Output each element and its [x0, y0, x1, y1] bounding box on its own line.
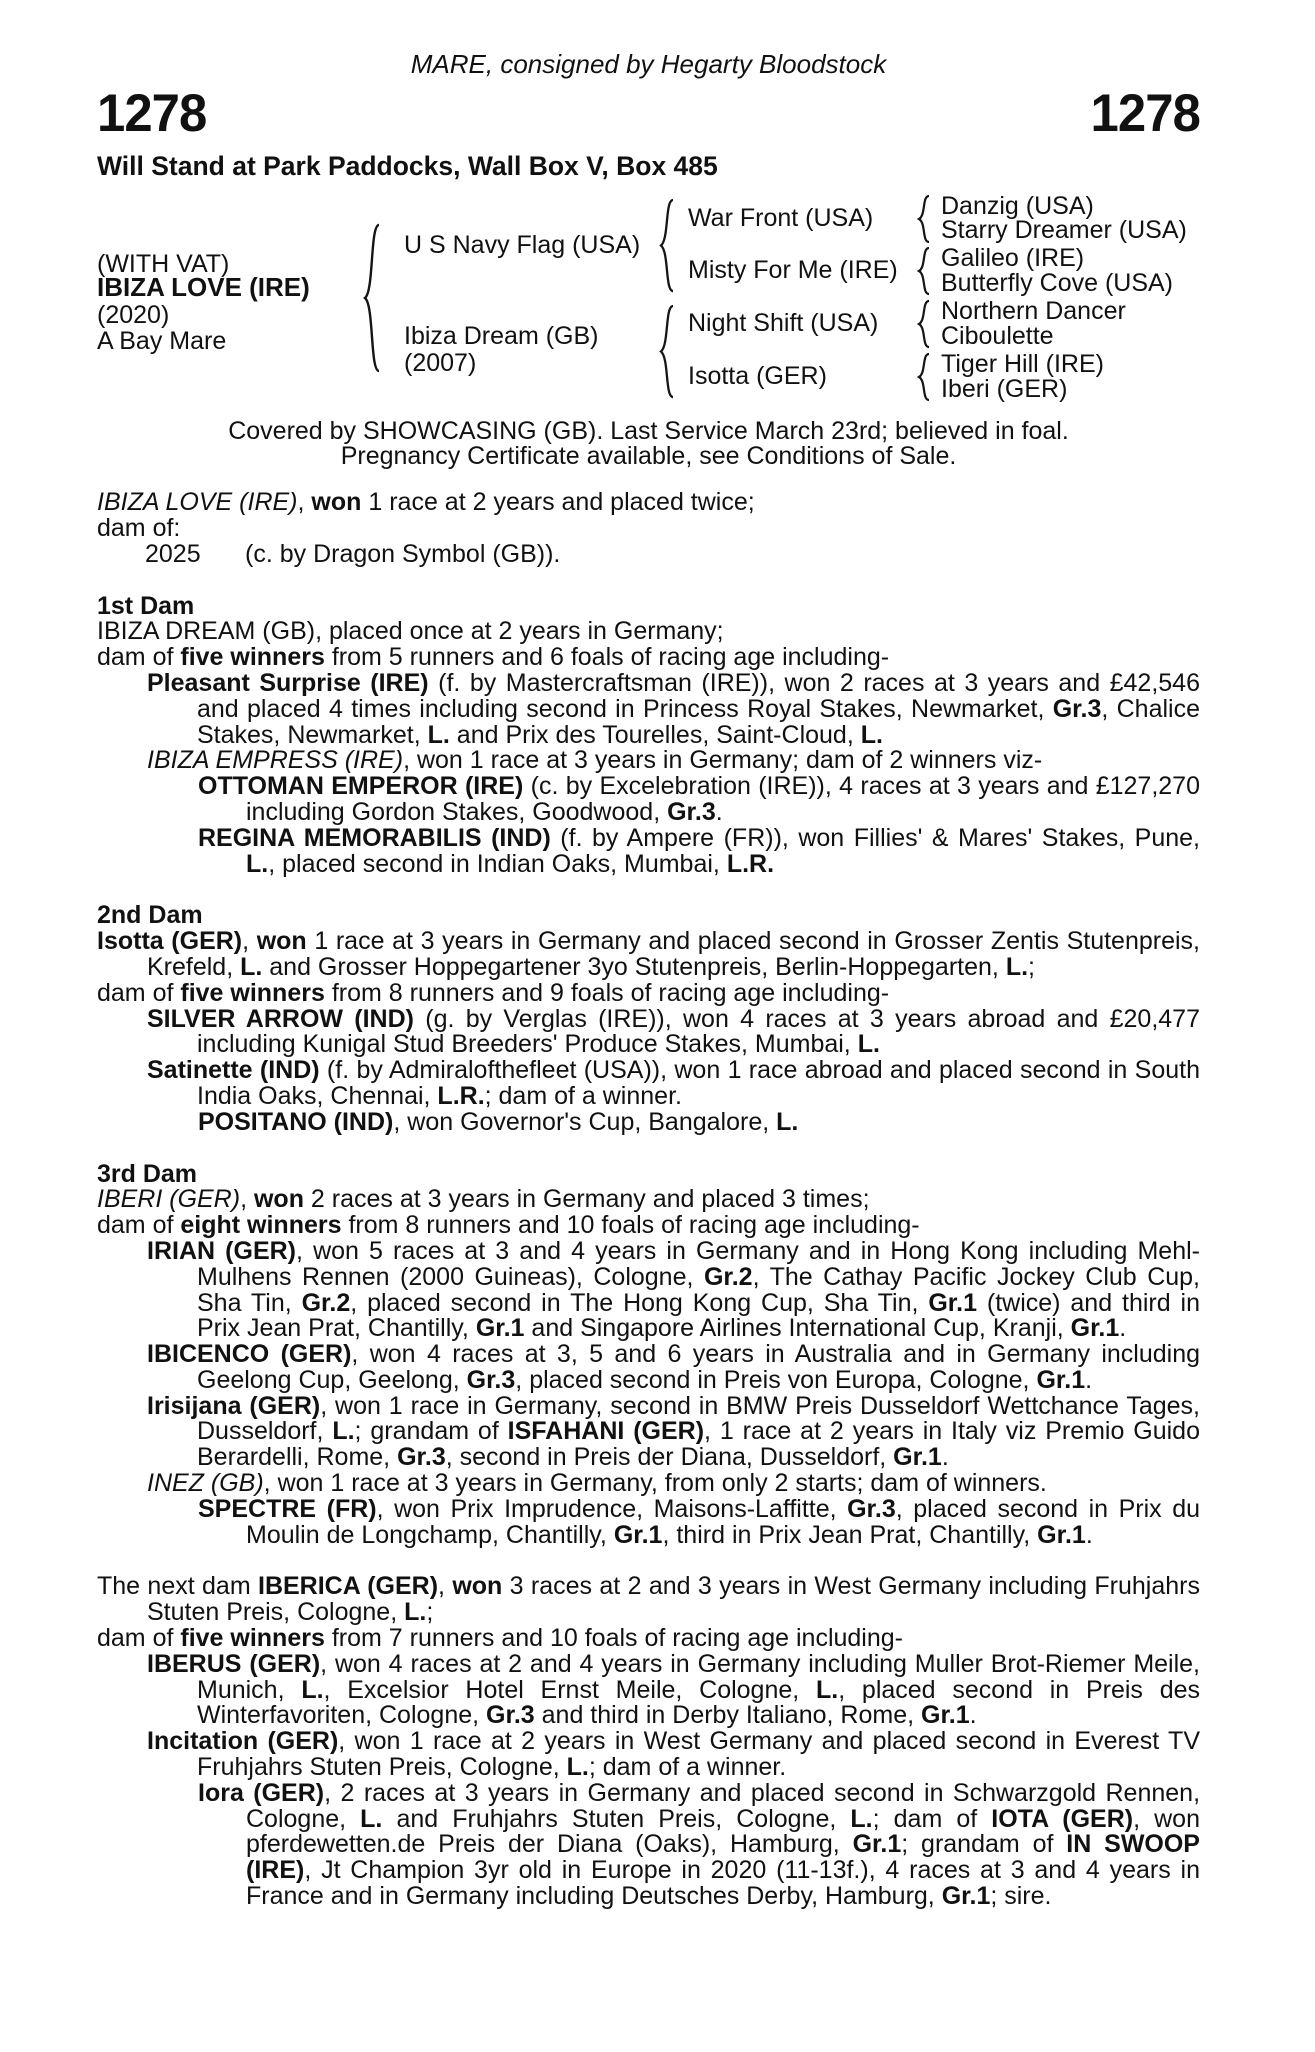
- text-segment: L.: [1005, 952, 1029, 981]
- text-segment: L.: [240, 952, 263, 981]
- dam-section: [97, 903, 1200, 1135]
- pedigree-paragraph: dam of five winners from 8 runners and 9 foals of racing age including-: [97, 978, 890, 1007]
- text-segment: ISFAHANI (GER): [507, 1417, 705, 1446]
- text-segment: REGINA MEMORABILIS (IND): [198, 823, 551, 852]
- text-segment: Gr.2: [703, 1262, 753, 1291]
- pedigree-paragraph: dam of eight winners from 8 runners and 10 foals of racing age including-: [97, 1211, 920, 1240]
- great-grandparent: Starry Dreamer (USA): [941, 216, 1187, 245]
- text-segment: won: [311, 488, 362, 517]
- text-segment: L.: [860, 720, 883, 749]
- pedigree-paragraph: IBERUS (GER), won 4 races at 2 and 4 years in Germany including Muller Brot-Riemer Meile, Munich, L., Excelsior Hotel Ernst Meile, Cologne, L., placed second in Preis des Winterfavoriten, Cologne, Gr.3 and third in Derby Italiano, Rome, Gr.1.: [147, 1649, 1201, 1730]
- pedigree-table: [97, 187, 1200, 405]
- pedigree-paragraph: INEZ (GB), won 1 race at 3 years in Germany, from only 2 starts; dam of winners.: [147, 1469, 1047, 1498]
- sire-name: U S Navy Flag (USA): [404, 230, 641, 259]
- text-segment: Gr.1: [893, 1443, 942, 1472]
- text-segment: Gr.3: [397, 1443, 446, 1472]
- text-segment: OTTOMAN EMPEROR (IRE): [198, 772, 524, 801]
- pedigree-paragraph: Iora (GER), 2 races at 3 years in Germany and placed second in Schwarzgold Rennen, Cologne, L. and Fruhjahrs Stuten Preis, Cologne, L.; dam of IOTA (GER), won pferdewetten.de Preis der Diana (Oaks), Hamburg, Gr.1; grandam of IN SWOOP (IRE), Jt Champion 3yr old in Europe in 2020 (11-13f.), 4 races at 3 and 4 years in France and in Germany including Deutsches Derby, Hamburg, Gr.1; sire.: [198, 1778, 1201, 1911]
- text-segment: L.: [301, 1675, 324, 1704]
- pedigree-paragraph: IBERI (GER), won 2 races at 3 years in Germany and placed 3 times;: [97, 1185, 870, 1214]
- text-segment: Irisijana (GER): [147, 1391, 321, 1420]
- text-segment: IRIAN (GER): [147, 1236, 296, 1265]
- pedigree-paragraph: dam of five winners from 5 runners and 6 foals of racing age including-: [97, 643, 890, 672]
- text-segment: Iora (GER): [198, 1778, 325, 1807]
- lot-number-left: 1278: [97, 83, 207, 143]
- foaling-year: (2020): [97, 300, 170, 329]
- text-segment: L.: [246, 849, 269, 878]
- text-segment: Gr.3: [667, 797, 716, 826]
- text-segment: Gr.1: [1037, 1520, 1086, 1549]
- text-segment: L.: [427, 720, 450, 749]
- pedigree-paragraph: SPECTRE (FR), won Prix Imprudence, Maisons-Laffitte, Gr.3, placed second in Prix du Moulin de Longchamp, Chantilly, Gr.1, third in Prix Jean Prat, Chantilly, Gr.1.: [198, 1494, 1201, 1549]
- horse-name: IBIZA LOVE (IRE): [97, 271, 310, 302]
- text-segment: Incitation (GER): [147, 1727, 339, 1756]
- dam-heading: 1st Dam: [97, 591, 195, 620]
- text-segment: INEZ (GB): [147, 1469, 264, 1498]
- pedigree-brace-icon: [658, 198, 676, 293]
- text-segment: five winners: [180, 643, 325, 672]
- text-segment: five winners: [180, 1624, 325, 1653]
- pedigree-paragraph: IBIZA EMPRESS (IRE), won 1 race at 3 years in Germany; dam of 2 winners viz-: [147, 746, 1043, 775]
- produce-year: 2025: [145, 539, 201, 568]
- text-segment: won: [253, 1185, 304, 1214]
- text-segment: L.: [404, 1598, 427, 1627]
- maternal-granddam: Isotta (GER): [688, 361, 827, 390]
- text-segment: Gr.1: [921, 1701, 970, 1730]
- text-segment: Gr.3: [847, 1494, 896, 1523]
- text-segment: L.: [857, 1030, 880, 1059]
- great-grandparent: Iberi (GER): [941, 374, 1068, 403]
- maternal-grandsire: Night Shift (USA): [688, 308, 879, 337]
- text-segment: IBICENCO (GER): [147, 1340, 352, 1369]
- catalogue-page: [0, 49, 1315, 1911]
- race-record-line: IBIZA LOVE (IRE), won 1 race at 2 years and placed twice;: [97, 488, 755, 517]
- pedigree-paragraph: REGINA MEMORABILIS (IND) (f. by Ampere (FR)), won Fillies' & Mares' Stakes, Pune, L., placed second in Indian Oaks, Mumbai, L.R.: [198, 823, 1201, 878]
- text-segment: IN SWOOP (IRE): [246, 1830, 1200, 1885]
- pedigree-paragraph: OTTOMAN EMPEROR (IRE) (c. by Excelebration (IRE)), 4 races at 3 years and £127,270 including Gordon Stakes, Goodwood, Gr.3.: [198, 772, 1200, 826]
- pedigree-paragraph: Irisijana (GER), won 1 race in Germany, second in BMW Preis Dusseldorf Wettchance Tages, Dusseldorf, L.; grandam of ISFAHANI (GER), 1 race at 2 years in Italy viz Premio Guido Berardelli, Rome, Gr.3, second in Preis der Diana, Dusseldorf, Gr.1.: [147, 1391, 1201, 1472]
- great-grandparent: Butterfly Cove (USA): [941, 268, 1174, 297]
- pedigree-brace-icon: [916, 299, 932, 349]
- text-segment: Gr.1: [852, 1830, 902, 1859]
- produce-text: (c. by Dragon Symbol (GB)).: [245, 539, 561, 568]
- text-segment: IOTA (GER): [991, 1804, 1134, 1833]
- text-segment: Gr.1: [613, 1520, 663, 1549]
- text-segment: L.: [850, 1804, 873, 1833]
- text-segment: L.: [360, 1804, 383, 1833]
- text-segment: Gr.1: [941, 1882, 991, 1911]
- text-segment: Gr.1: [1070, 1314, 1120, 1343]
- lot-number-right: 1278: [1090, 83, 1200, 143]
- text-segment: eight winners: [180, 1211, 342, 1240]
- covering-statement: [97, 416, 1200, 471]
- text-segment: L.: [815, 1675, 839, 1704]
- text-segment: IBIZA LOVE (IRE): [97, 488, 298, 517]
- pedigree-paragraph: dam of five winners from 7 runners and 10 foals of racing age including-: [97, 1624, 903, 1653]
- covering-line: Pregnancy Certificate available, see Conditions of Sale.: [340, 442, 957, 471]
- pedigree-paragraph: Incitation (GER), won 1 race at 2 years in West Germany and placed second in Everest TV Fruhjahrs Stuten Preis, Cologne, L.; dam of a winner.: [147, 1727, 1200, 1782]
- pedigree-paragraph: IBIZA DREAM (GB), placed once at 2 years in Germany;: [97, 617, 724, 646]
- text-segment: won: [256, 927, 307, 956]
- text-segment: L.: [776, 1107, 799, 1136]
- text-segment: L.: [566, 1753, 589, 1782]
- stand-location-line: Will Stand at Park Paddocks, Wall Box V, Box 485: [97, 150, 718, 181]
- pedigree-paragraph: The next dam IBERICA (GER), won 3 races at 2 and 3 years in West Germany including Fruhjahrs Stuten Preis, Cologne, L.;: [97, 1572, 1200, 1627]
- pedigree-paragraph: Pleasant Surprise (IRE) (f. by Mastercraftsman (IRE)), won 2 races at 3 years and £42,546 and placed 4 times including second in Princess Royal Stakes, Newmarket, Gr.3, Chalice Stakes, Newmarket, L. and Prix des Tourelles, Saint-Cloud, L.: [147, 668, 1201, 749]
- dam-section: [97, 591, 1201, 878]
- vat-note: (WITH VAT): [97, 249, 230, 278]
- text-segment: IBERUS (GER): [147, 1649, 321, 1678]
- consignor-line: MARE, consigned by Hegarty Bloodstock: [410, 49, 887, 79]
- text-segment: Gr.1: [475, 1314, 525, 1343]
- dam-heading: 2nd Dam: [97, 901, 203, 930]
- text-segment: Gr.2: [301, 1288, 351, 1317]
- dam-of-label: dam of:: [97, 513, 181, 542]
- pedigree-brace-icon: [916, 246, 932, 296]
- pedigree-paragraph: Satinette (IND) (f. by Admiralofthefleet (USA)), won 1 race abroad and placed second in South India Oaks, Chennai, L.R.; dam of a winner.: [147, 1056, 1200, 1110]
- pedigree-brace-icon: [362, 223, 382, 373]
- colour-sex-description: A Bay Mare: [97, 326, 227, 355]
- text-segment: SILVER ARROW (IND): [147, 1004, 414, 1033]
- dam-sections: [97, 591, 1201, 1911]
- text-segment: IBERICA (GER): [258, 1572, 439, 1601]
- great-grandparent: Tiger Hill (IRE): [941, 350, 1104, 379]
- pedigree-paragraph: IBICENCO (GER), won 4 races at 3, 5 and 6 years in Australia and in Germany including Geelong Cup, Geelong, Gr.3, placed second in Preis von Europa, Cologne, Gr.1.: [147, 1340, 1201, 1394]
- text-segment: L.R.: [726, 849, 775, 878]
- great-grandparent: Galileo (IRE): [941, 244, 1085, 273]
- text-segment: Satinette (IND): [147, 1056, 320, 1085]
- great-grandparent: Northern Dancer: [941, 297, 1126, 326]
- pedigree-brace-icon: [916, 352, 932, 402]
- dam-section: [97, 1159, 1201, 1549]
- dam-section: [97, 1574, 1200, 1909]
- covering-line: Covered by SHOWCASING (GB). Last Service March 23rd; believed in foal.: [228, 416, 1069, 445]
- paternal-grandsire: War Front (USA): [688, 203, 874, 232]
- great-grandparent: Ciboulette: [941, 321, 1054, 350]
- dam-name: Ibiza Dream (GB): [404, 321, 599, 350]
- dam-year: (2007): [404, 348, 477, 377]
- text-segment: won: [452, 1572, 503, 1601]
- text-segment: IBERI (GER): [97, 1185, 241, 1214]
- text-segment: Gr.3: [466, 1365, 516, 1394]
- pedigree-brace-icon: [658, 304, 676, 399]
- pedigree-paragraph: POSITANO (IND), won Governor's Cup, Bangalore, L.: [198, 1107, 799, 1136]
- text-segment: IBIZA EMPRESS (IRE): [147, 746, 404, 775]
- text-segment: Pleasant Surprise (IRE): [147, 668, 429, 697]
- text-segment: Gr.1: [928, 1288, 977, 1317]
- text-segment: five winners: [180, 978, 325, 1007]
- lot-number-row: [97, 83, 1200, 143]
- text-segment: Isotta (GER): [97, 927, 243, 956]
- text-segment: SPECTRE (FR): [198, 1494, 377, 1523]
- pedigree-paragraph: SILVER ARROW (IND) (g. by Verglas (IRE)), won 4 races at 3 years abroad and £20,477 including Kunigal Stud Breeders' Produce Stakes, Mumbai, L.: [147, 1004, 1200, 1059]
- text-segment: L.R.: [437, 1081, 485, 1110]
- produce-line: [97, 539, 1200, 568]
- text-segment: Gr.3: [1052, 694, 1102, 723]
- pedigree-paragraph: Isotta (GER), won 1 race at 3 years in Germany and placed second in Grosser Zentis Stutenpreis, Krefeld, L. and Grosser Hoppegartener 3yo Stutenpreis, Berlin-Hoppegarten, L.;: [97, 927, 1200, 981]
- produce-record: [97, 490, 1200, 567]
- text-segment: POSITANO (IND): [198, 1107, 394, 1136]
- text-segment: Gr.3: [486, 1701, 535, 1730]
- pedigree-brace-icon: [916, 194, 932, 244]
- paternal-granddam: Misty For Me (IRE): [688, 255, 898, 284]
- great-grandparent: Danzig (USA): [941, 191, 1094, 220]
- dam-heading: 3rd Dam: [97, 1159, 198, 1188]
- pedigree-paragraph: IRIAN (GER), won 5 races at 3 and 4 years in Germany and in Hong Kong including Mehl-Mulhens Rennen (2000 Guineas), Cologne, Gr.2, The Cathay Pacific Jockey Club Cup, Sha Tin, Gr.2, placed second in The Hong Kong Cup, Sha Tin, Gr.1 (twice) and third in Prix Jean Prat, Chantilly, Gr.1 and Singapore Airlines International Cup, Kranji, Gr.1.: [147, 1236, 1201, 1343]
- text-segment: L.: [332, 1417, 355, 1446]
- text-segment: Gr.1: [1036, 1365, 1086, 1394]
